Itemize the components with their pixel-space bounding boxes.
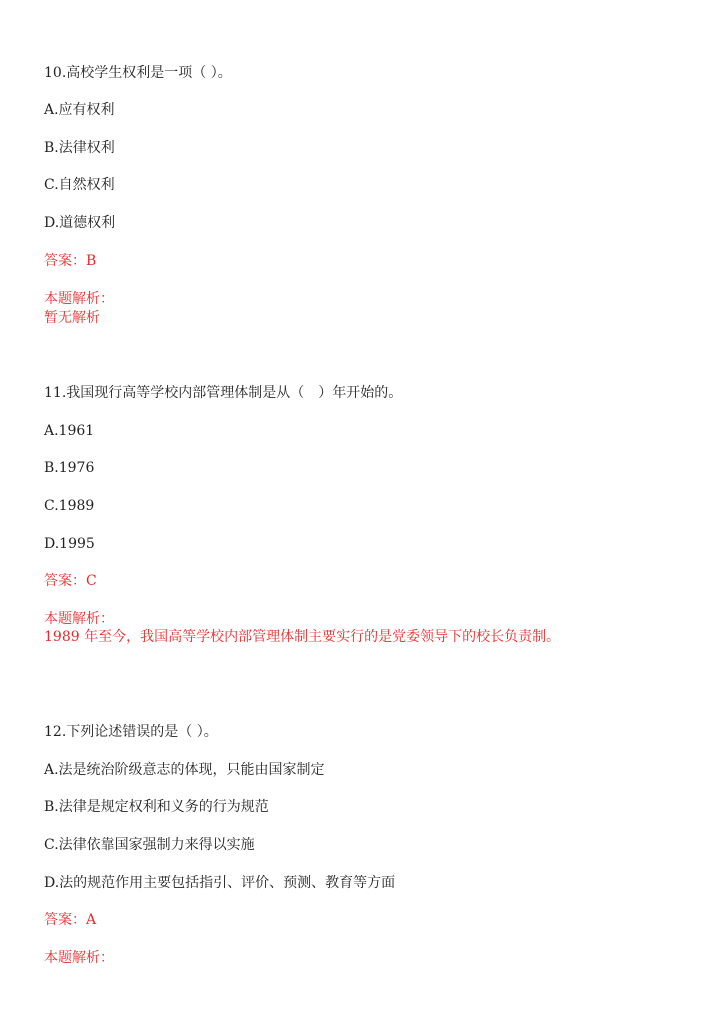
question-12-option-a: A.法是统治阶级意志的体现，只能由国家制定 xyxy=(44,762,325,778)
question-12-stem: 12.下列论述错误的是（ ）。 xyxy=(44,724,218,740)
question-10-option-d: D.道德权利 xyxy=(44,215,116,231)
question-12-analysis-label: 本题解析： xyxy=(44,950,114,966)
question-10-stem: 10.高校学生权利是一项（ ）。 xyxy=(44,65,232,81)
question-11-option-c: C.1989 xyxy=(44,498,95,514)
question-10-analysis-label: 本题解析： xyxy=(44,291,114,307)
question-10-option-a: A.应有权利 xyxy=(44,102,115,118)
question-11-option-b: B.1976 xyxy=(44,460,95,476)
question-12-option-d: D.法的规范作用主要包括指引、评价、预测、教育等方面 xyxy=(44,875,396,891)
question-11-option-a: A.1961 xyxy=(44,423,95,439)
question-10-option-c: C.自然权利 xyxy=(44,177,115,193)
question-11-stem: 11.我国现行高等学校内部管理体制是从（ ）年开始的。 xyxy=(44,385,403,401)
question-10-analysis-text: 暂无解析 xyxy=(44,310,100,326)
question-12-answer: 答案：A xyxy=(44,912,97,928)
question-10-option-b: B.法律权利 xyxy=(44,140,115,156)
question-11-answer: 答案：C xyxy=(44,573,97,589)
question-11-analysis-text: 1989 年至今，我国高等学校内部管理体制主要实行的是党委领导下的校长负责制。 xyxy=(44,629,561,645)
question-11-analysis-label: 本题解析： xyxy=(44,611,114,627)
question-12-option-b: B.法律是规定权利和义务的行为规范 xyxy=(44,799,269,815)
question-12-option-c: C.法律依靠国家强制力来得以实施 xyxy=(44,837,255,853)
question-11-option-d: D.1995 xyxy=(44,536,95,552)
question-10-answer: 答案：B xyxy=(44,253,97,269)
